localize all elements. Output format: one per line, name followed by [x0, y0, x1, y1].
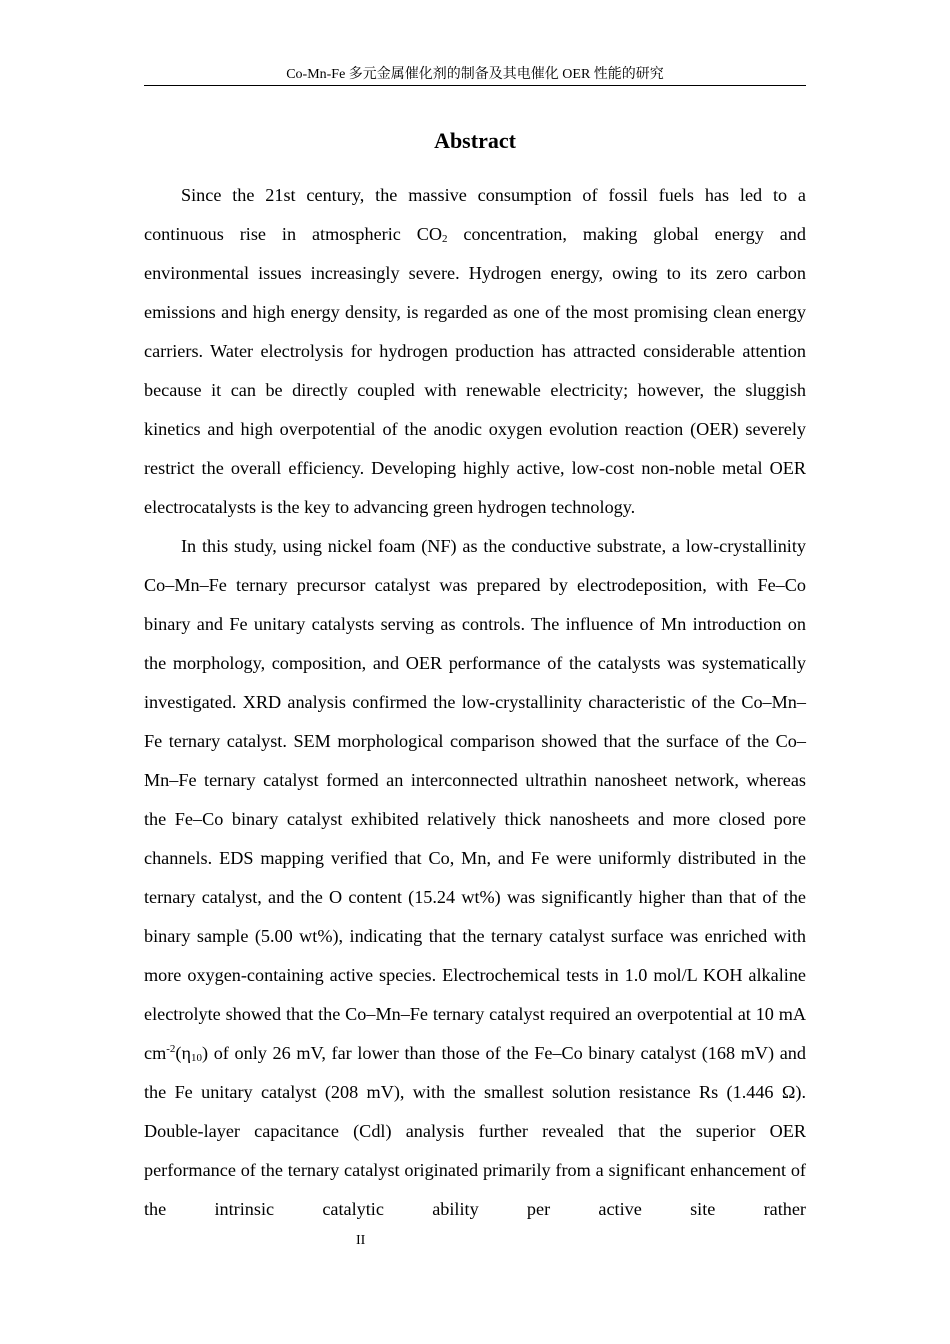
paragraph-1-text-a: Since the 21st century, the massive consumption of fossil fuels has led to a continuous rise in atmospheric CO	[144, 185, 806, 244]
abstract-body	[144, 176, 806, 1229]
abstract-title: Abstract	[434, 128, 516, 153]
page-number: II	[356, 1233, 366, 1248]
co2-subscript: 2	[442, 233, 448, 245]
paragraph-2-text-a: In this study, using nickel foam (NF) as the conductive substrate, a low-crystallinity Co–Mn–Fe ternary precursor catalyst was prepared by electrodeposition, with Fe–Co binary and Fe unitary catalysts serving as controls. The influence of Mn introduction on the morphology, composition, and OER performance of the catalysts was systematically investigated. XRD analysis confirmed the low-crystallinity characteristic of the Co–Mn–Fe ternary catalyst. SEM morphological comparison showed that the surface of the Co–Mn–Fe ternary catalyst formed an interconnected ultrathin nanosheet network, whereas the Fe–Co binary catalyst exhibited relatively thick nanosheets and more closed pore channels. EDS mapping verified that Co, Mn, and Fe were uniformly distributed in the ternary catalyst, and the O content (15.24 wt%) was significantly higher than that of the binary sample (5.00 wt%), indicating that the ternary catalyst surface was enriched with more oxygen-containing active species. Electrochemical tests in 1.0 mol/L KOH alkaline electrolyte showed that the Co–Mn–Fe ternary catalyst required an overpotential at 10 mA cm	[144, 536, 806, 1063]
unit-superscript: -2	[166, 1043, 176, 1055]
paragraph-2-text-b: (η	[175, 1043, 191, 1063]
paragraph-1-text-b: concentration, making global energy and environmental issues increasingly severe. Hydrogen energy, owing to its zero carbon emissions and high energy density, is regarded as one of the most promising clean energy carriers. Water electrolysis for hydrogen production has attracted considerable attention because it can be directly coupled with renewable electricity; however, the sluggish kinetics and high overpotential of the anodic oxygen evolution reaction (OER) severely restrict the overall efficiency. Developing highly active, low-cost non-noble metal OER electrocatalysts is the key to advancing green hydrogen technology.	[144, 224, 806, 517]
eta-subscript: 10	[190, 1052, 202, 1064]
paragraph-1	[144, 176, 806, 527]
paragraph-2-text-c: ) of only 26 mV, far lower than those of the Fe–Co binary catalyst (168 mV) and the Fe unitary catalyst (208 mV), with the smallest solution resistance Rs (1.446 Ω). Double-layer capacitance (Cdl) analysis further revealed that the superior OER performance of the ternary catalyst originated primarily from a significant enhancement of the intrinsic catalytic ability per active site rather	[144, 1043, 806, 1219]
running-header: Co-Mn-Fe 多元金属催化剂的制备及其电催化 OER 性能的研究	[286, 67, 664, 82]
paragraph-2	[144, 527, 806, 1229]
header-rule	[144, 85, 806, 86]
